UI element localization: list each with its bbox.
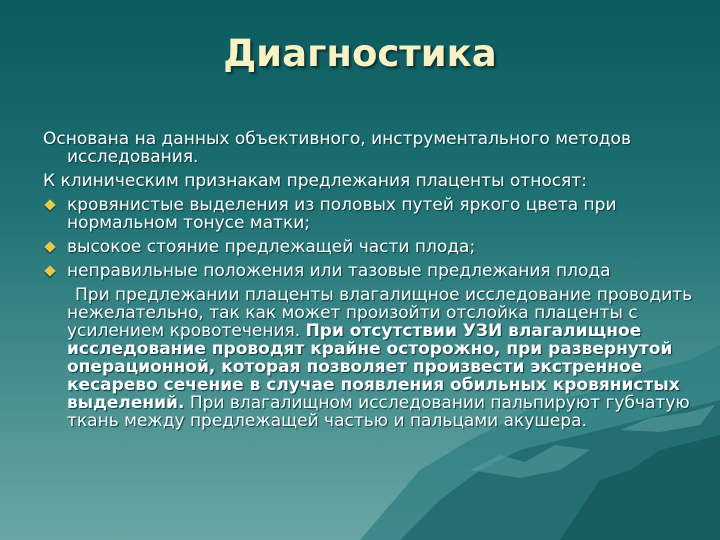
list-item-text: кровянистые выделения из половых путей яркого цвета при нормальном тонусе матки; [67, 195, 617, 233]
note-text-end: При влагалищном исследовании пальпируют губчатую ткань между предлежащей частью и пальцами акушера. [67, 393, 690, 431]
list-item [43, 262, 693, 280]
list-item [43, 196, 693, 232]
list-item-text: неправильные положения или тазовые предлежания плода [67, 261, 611, 281]
diamond-bullet-icon [44, 199, 55, 210]
paragraph-examination-note [43, 286, 693, 430]
list-item [43, 238, 693, 256]
slide-title: Диагностика [223, 32, 497, 75]
slide-content [43, 130, 693, 430]
diamond-bullet-icon [44, 241, 55, 252]
paragraph-basis: Основана на данных объективного, инструментального методов исследования. [43, 129, 631, 167]
paragraph-signs-intro: К клиническим признакам предлежания плаценты относят: [43, 171, 587, 191]
list-item-text: высокое стояние предлежащей части плода; [67, 237, 476, 257]
note-text: При предлежании плаценты влагалищное исследование проводить нежелательно, так как может произойти отслойка плаценты с усилением кровотечения. [67, 285, 693, 341]
diamond-bullet-icon [44, 265, 55, 276]
note-bold-text: При отсутствии УЗИ влагалищное исследование проводят крайне осторожно, при развернутой операционной, которая позволяет произвести экстренное кесарево сечение в случае появления обильных кровянистых выделений. [67, 321, 680, 413]
